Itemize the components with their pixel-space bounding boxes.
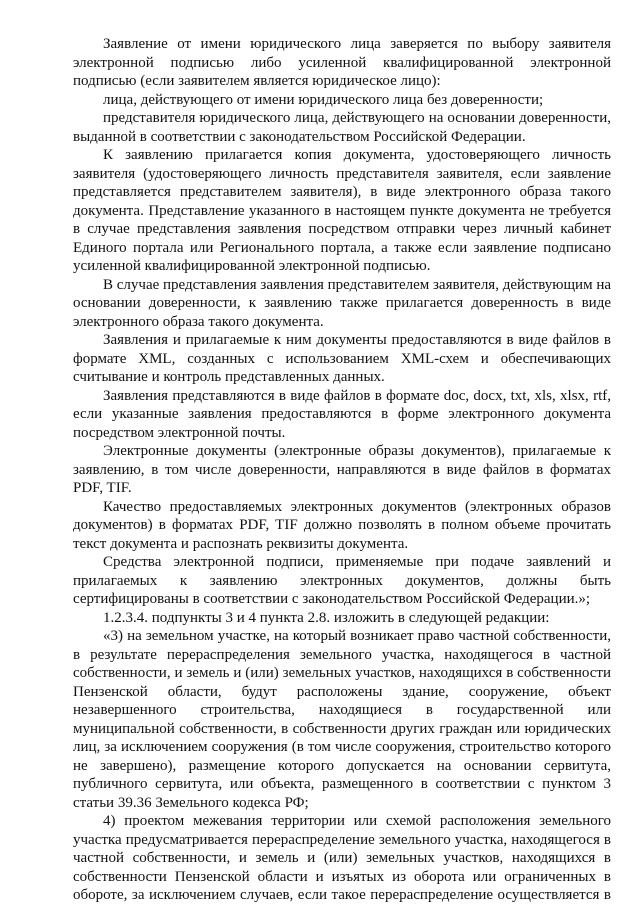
paragraph-list-item-representative: представителя юридического лица, действующего на основании доверенности, выданной в соответствии с законодательством Российской Федерации.	[73, 110, 611, 145]
paragraph-identity-document: К заявлению прилагается копия документа, удостоверяющего личность заявителя (удостоверяющего личность представителя заявителя, если заявление представляется представителем заявителя), в виде электронного образа такого документа. Представление указанного в настоящем пункте документа не требуется в случае представления заявления посредством отправки через личный кабинет Единого портала или Регионального портала, а также если заявление подписано усиленной квалифицированной электронной подписью.	[73, 147, 611, 274]
paragraph-subpoint-3: «3) на земельном участке, на который возникает право частной собственности, в результате перераспределения земельного участка, находящегося в частной собственности, и земель и (или) земельных участков, находящихся в собственности Пензенской области, будут расположены здание, сооружение, объект незавершенного строительства, находящиеся в государственной или муниципальной собственности, в собственности других граждан или юридических лиц, за исключением сооружения (в том числе сооружения, строительство которого не завершено), размещение которого допускается на основании сервитута, публичного сервитута, или объекта, размещенного в соответствии с пунктом 3 статьи 39.36 Земельного кодекса РФ;	[73, 628, 611, 811]
paragraph-signature-rules: Заявление от имени юридического лица заверяется по выбору заявителя электронной подписью либо усиленной квалифицированной электронной подписью (если заявителем является юридическое лицо):	[73, 36, 611, 89]
paragraph-amendment-heading: 1.2.3.4. подпункты 3 и 4 пункта 2.8. изложить в следующей редакции:	[103, 609, 550, 626]
paragraph-power-of-attorney: В случае представления заявления представителем заявителя, действующим на основании доверенности, к заявлению также прилагается доверенность в виде электронного образа такого документа.	[73, 276, 612, 330]
paragraph-pdf-tif: Электронные документы (электронные образы документов), прилагаемые к заявлению, в том числе доверенности, направляются в виде файлов в форматах PDF, TIF.	[73, 443, 611, 496]
paragraph-subpoint-4: 4) проектом межевания территории или схемой расположения земельного участка предусматривается перераспределение земельного участка, находящегося в частной собственности, и земель и (или) земельных участков, находящихся в собственности Пензенской области и изъятых из оборота или ограниченных в обороте, за исключением случаев, если такое перераспределение осуществляется в	[73, 813, 611, 903]
paragraph-file-formats: Заявления представляются в виде файлов в формате doc, docx, txt, xls, xlsx, rtf, если указанные заявления предоставляются в форме электронного документа посредством электронной почты.	[73, 387, 611, 441]
paragraph-signature-tools: Средства электронной подписи, применяемые при подаче заявлений и прилагаемых к заявлению электронных документов, должны быть сертифицированы в соответствии с законодательством Российской Федерации.»;	[73, 554, 611, 607]
document-body	[73, 35, 611, 905]
paragraph-xml-format: Заявления и прилагаемые к ним документы предоставляются в виде файлов в формате XML, созданных с использованием XML-схем и обеспечивающих считывание и контроль представленных данных.	[73, 332, 611, 385]
paragraph-quality: Качество предоставляемых электронных документов (электронных образов документов) в форматах PDF, TIF должно позволять в полном объеме прочитать текст документа и распознать реквизиты документа.	[73, 498, 611, 552]
paragraph-list-item-without-proxy: лица, действующего от имени юридического лица без доверенности;	[103, 91, 544, 108]
